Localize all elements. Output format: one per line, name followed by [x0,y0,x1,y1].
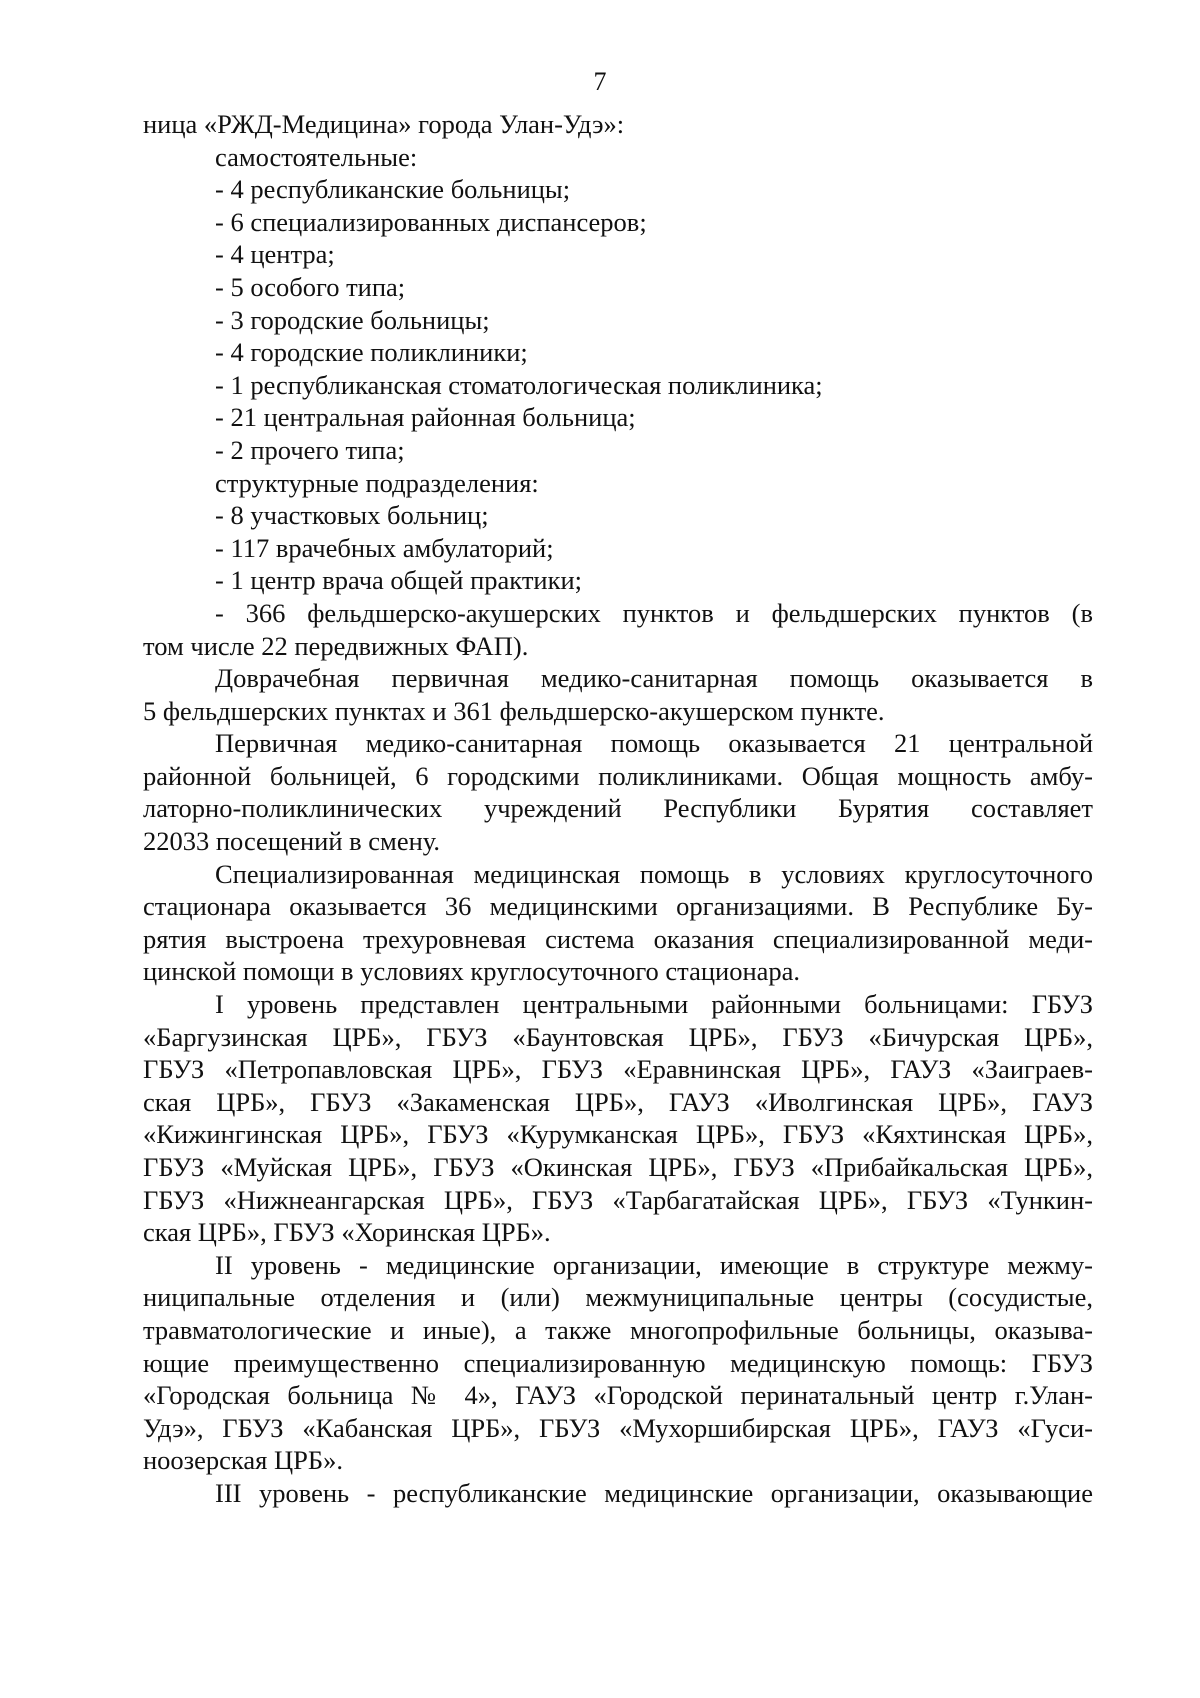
paragraph-line: цинской помощи в условиях круглосуточного стационара. [143,956,801,987]
paragraph-line: районной больницей, 6 городскими поликлиниками. Общая мощность амбу- [143,760,1093,791]
paragraph-line: Доврачебная первичная медико-санитарная помощь оказывается в [215,663,1093,694]
paragraph-line: ская ЦРБ», ГБУЗ «Закаменская ЦРБ», ГАУЗ «Иволгинская ЦРБ», ГАУЗ [143,1086,1093,1117]
paragraph-prehospital-care [143,662,1093,727]
paragraph-line: травматологические и иные), а также многопрофильные больницы, оказыва- [143,1314,1093,1345]
document-body [143,108,1093,1510]
list-item: - 1 республиканская стоматологическая поликлиника; [215,369,823,400]
list-item: - 2 прочего типа; [215,434,405,465]
structural-list [143,499,1093,597]
intro-line: ница «РЖД-Медицина» города Улан-Удэ»: [143,109,625,139]
list-item: - 117 врачебных амбулаторий; [215,532,554,563]
paragraph-line: стационара оказывается 36 медицинскими организациями. В Республике Бу- [143,891,1093,922]
list-item: - 5 особого типа; [215,271,406,302]
paragraph-line: 5 фельдшерских пунктах и 361 фельдшерско-акушерском пункте. [143,695,885,726]
paragraph-line: ская ЦРБ», ГБУЗ «Хоринская ЦРБ». [143,1217,551,1248]
paragraph-line: II уровень - медицинские организации, имеющие в структуре межму- [215,1249,1093,1280]
paragraph-line: Специализированная медицинская помощь в условиях круглосуточного [215,858,1093,889]
paragraph-line: «Баргузинская ЦРБ», ГБУЗ «Баунтовская ЦРБ», ГБУЗ «Бичурская ЦРБ», [143,1021,1093,1052]
paragraph-line: ГБУЗ «Муйская ЦРБ», ГБУЗ «Окинская ЦРБ», ГБУЗ «Прибайкальская ЦРБ», [143,1152,1093,1182]
paragraph-line: рятия выстроена трехуровневая система оказания специализированной меди- [143,923,1093,954]
paragraph-line: ГБУЗ «Нижнеангарская ЦРБ», ГБУЗ «Тарбагатайская ЦРБ», ГБУЗ «Тункин- [143,1184,1093,1215]
paragraph-line: III уровень - республиканские медицинские организации, оказывающие [215,1477,1093,1508]
paragraph-line: - 366 фельдшерско-акушерских пунктов и фельдшерских пунктов (в [215,597,1093,628]
independent-heading: самостоятельные: [215,141,418,172]
paragraph-line: Первичная медико-санитарная помощь оказывается 21 центральной [215,728,1093,759]
independent-list [143,173,1093,466]
page-number: 7 [593,67,607,96]
paragraph-line: ГБУЗ «Петропавловская ЦРБ», ГБУЗ «Еравнинская ЦРБ», ГАУЗ «Заиграев- [143,1054,1093,1085]
list-item: - 8 участковых больниц; [215,500,489,531]
structural-heading: структурные подразделения: [215,467,539,498]
paragraph-line: «Кижингинская ЦРБ», ГБУЗ «Курумканская ЦРБ», ГБУЗ «Кяхтинская ЦРБ», [143,1119,1093,1150]
paragraph-line: Удэ», ГБУЗ «Кабанская ЦРБ», ГБУЗ «Мухоршибирская ЦРБ», ГАУЗ «Гуси- [143,1412,1093,1443]
paragraph-line: том числе 22 передвижных ФАП). [143,630,529,661]
fap-list-item [143,597,1093,662]
paragraph-level-2 [143,1249,1093,1477]
list-item: - 4 республиканские больницы; [215,174,571,205]
paragraph-line: «Городская больница № 4», ГАУЗ «Городской перинатальный центр г.Улан- [143,1380,1093,1411]
list-item: - 21 центральная районная больница; [215,402,636,433]
paragraph-line: латорно-поликлинических учреждений Республики Бурятия составляет [143,793,1093,824]
paragraph-level-3 [143,1477,1093,1510]
paragraph-primary-care [143,727,1093,857]
list-item: - 3 городские больницы; [215,304,490,335]
paragraph-line: ниципальные отделения и (или) межмуниципальные центры (сосудистые, [143,1282,1093,1313]
paragraph-specialized-care [143,858,1093,988]
paragraph-line: ноозерская ЦРБ». [143,1445,343,1476]
paragraph-level-1 [143,988,1093,1249]
paragraph-line: 22033 посещений в смену. [143,826,440,857]
list-item: - 4 городские поликлиники; [215,337,528,368]
list-item: - 6 специализированных диспансеров; [215,206,647,237]
list-item: - 1 центр врача общей практики; [215,565,583,596]
paragraph-line: I уровень представлен центральными районными больницами: ГБУЗ [215,989,1093,1020]
paragraph-line: ющие преимущественно специализированную медицинскую помощь: ГБУЗ [143,1347,1093,1378]
list-item: - 4 центра; [215,239,335,270]
